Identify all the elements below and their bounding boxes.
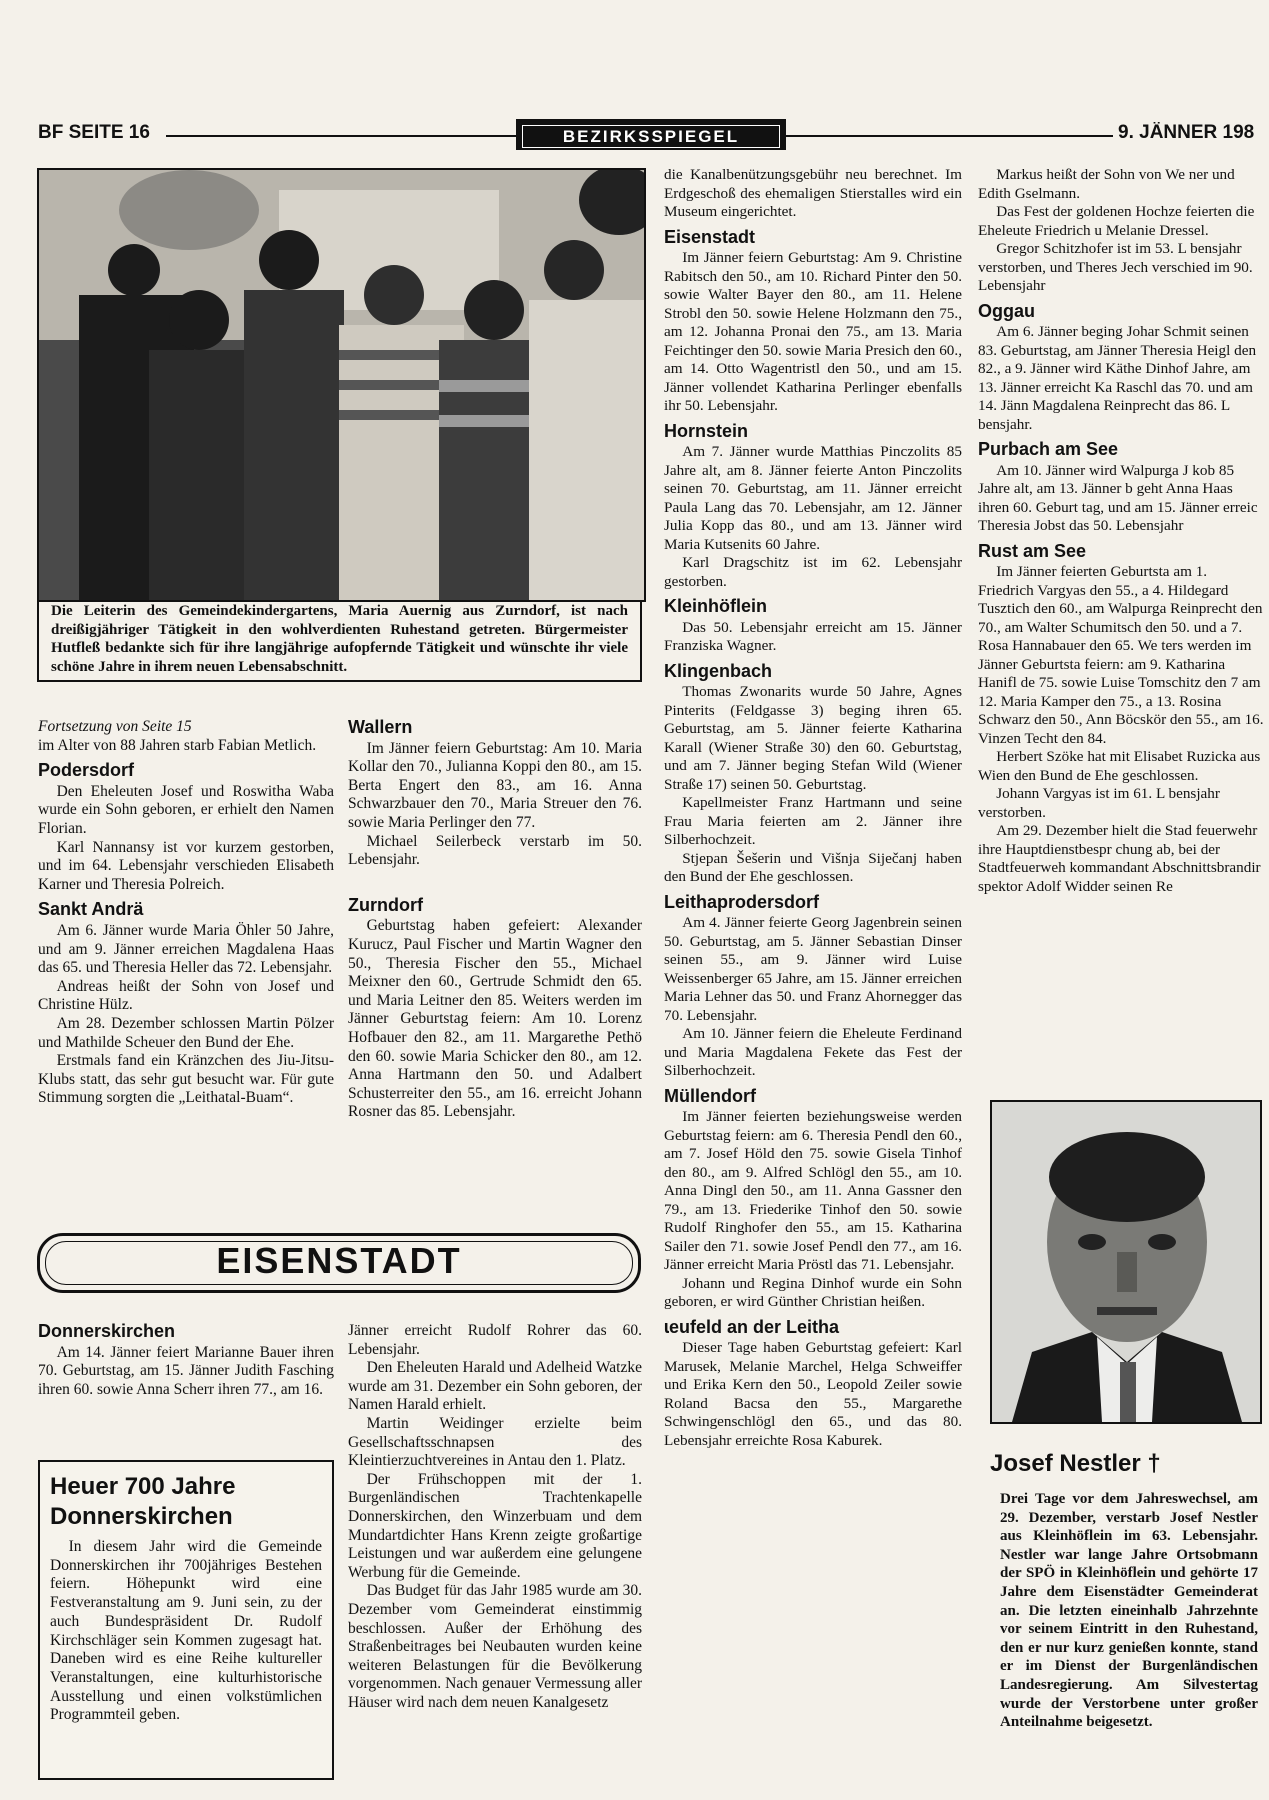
group-photo [37,168,646,602]
paragraph: Johann und Regina Dinhof wurde ein Sohn geboren, er wird Günther Christian heißen. [664,1274,962,1310]
paragraph: Das Fest der goldenen Hochze feierten die Eheleute Friedrich u Melanie Dressel. [978,203,1255,239]
paragraph: Gregor Schitzhofer ist im 53. L bensjahr verstorben, und Theres Jech verschied im 90. Lebensjahr [978,240,1253,294]
paragraph: Erstmals fand ein Kränzchen des Jiu-Jitsu-Klubs statt, das sehr gut besucht war. Für gute Stimmung sorgten die „Leithatal-Buam“. [38,1052,334,1107]
paragraph: Am 4. Jänner feierte Georg Jagenbrein seinen 50. Geburtstag, am 5. Jänner Sebastian Dinser seinen 55., am 9. Jänner wird Luise Weissenberger 65 Jahre, am 15. Jänner erreichen Maria Lehner das 50. und Franz Ahornegger das 70. Lebensjahr. [664,914,962,1024]
column-2-lower [348,1322,642,1712]
paragraph: Am 14. Jänner feiert Marianne Bauer ihren 70. Geburtstag, am 15. Jänner Judith Fasching ihren 60. sowie Anna Scherr ihren 77., am 16. [38,1343,334,1398]
paragraph: Im Jänner feierten beziehungsweise werden Geburtstag feiern: am 6. Theresia Pendl den 60., am 7. Josef Höld den 75. sowie Gisela Tinhof den 80., am 9. Alfred Schlögl den 55., am 10. Anna Dingl den 50., am 11. Anna Gassner den 79., am 13. Friederike Tinhof den 50. sowie Rudolf Ringhofer den 55., am 15. Katharina Sailer den 71. sowie Josef Pendl den 77., am 16. Jänner erreicht Maria Pröstl das 71. Lebensjahr. [664,1108,962,1273]
paragraph: Karl Nannansy ist vor kurzem gestorben, und im 64. Lebensjahr verschieden Elisabeth Karner und Theresia Polreich. [38,838,334,893]
paragraph: Im Jänner feierten Geburtsta am 1. Friedrich Vargyas den 55., a 4. Hildegard Tusztich den 60., am Walpurga Reinprecht den 70., am Walter Schumitsch den 50. und a 7. Rosa Hannabauer den 65. We ters werden im Jänner Geburtsta feiern: am 9. Katharina Hanifl de 75. sowie Luise Tomschitz den 7 am 12. Maria Kamper den 75., a 13. Rosina Schwarz den 50., Ann Böcskör den 55., am 16. Vinzen Techt den 84. [978,563,1264,747]
paragraph: Jänner erreicht Rudolf Rohrer das 60. Lebensjahr. [348,1322,642,1358]
portrait-photo [990,1100,1262,1424]
paragraph: Andreas heißt der Sohn von Josef und Christine Hülz. [38,977,334,1014]
eisenstadt-banner [37,1233,641,1293]
paragraph: die Kanalbenützungsgebühr neu berechnet. Im Erdgeschoß des ehemaligen Stierstalles wird ein Museum eingerichtet. [664,166,962,220]
paragraph: Im Jänner feiern Geburtstag: Am 9. Christine Rabitsch den 50., am 10. Richard Pinter den 50. sowie Walter Bayer den 80., am 11. Helene Strobl den 50. sowie Helene Holzmann den 75., am 12. Johanna Pronai den 75., am 13. Maria Feichtinger den 50. sowie Maria Presich den 60., am 14. Otto Wagentristl den 50., und am 15. Jänner vollendet Katharina Perlinger ebenfalls ihr 50. Lebensjahr. [664,249,962,414]
paragraph: Kapellmeister Franz Hartmann und seine Frau Maria feierten am 2. Jänner ihre Silberhochzeit. [664,794,962,848]
continuation-note: Fortsetzung von Seite 15 [38,718,192,735]
paragraph: Am 28. Dezember schlossen Martin Pölzer und Mathilde Scheuer den Bund der Ehe. [38,1014,334,1051]
column-4 [978,166,1266,896]
paragraph: Karl Dragschitz ist im 62. Lebensjahr gestorben. [664,554,962,590]
heading-rust: Rust am See [978,540,1087,561]
anniversary-title: Heuer 700 Jahre Donnerskirchen [50,1473,236,1530]
paragraph: Michael Seilerbeck verstarb im 50. Lebensjahr. [348,832,642,869]
heading-purbach: Purbach am See [978,439,1119,459]
paragraph: Markus heißt der Sohn von We ner und Edith Gselmann. [978,166,1235,202]
paragraph: Das Budget für das Jahr 1985 wurde am 30. Dezember vom Gemeinderat einstimmig beschlossen. Außer der Erhöhung des Straßenbeitrages bei Neubauten wurden keine weiteren Belastungen für die Bevölkerung vorgenommen. Nach genauer Vermessung aller Häuser wird nach dem neuen Kanalgesetz [348,1582,642,1711]
paragraph: Am 29. Dezember hielt die Stad feuerwehr ihre Hauptdienstbespr chung ab, bei der Stadtfeuerweh kommandant Abschnittsbrandir spektor Adolf Widder seinen Re [978,822,1261,895]
paragraph: Martin Weidinger erzielte beim Gesellschaftsschnapsen des Kleintierzuchtvereines in Antau den 1. Platz. [348,1414,642,1470]
group-photo-image [39,170,644,600]
heading-oggau: Oggau [978,300,1035,321]
heading-neufeld: ɩeufeld an der Leitha [664,1316,840,1337]
paragraph: Im Jänner feiern Geburtstag: Am 10. Maria Kollar den 70., Julianna Koppi den 80., am 15. Berta Engert den 83., am 16. Anna Schwarzbauer den 70., Maria Streuer den 76. sowie Maria Perlinger den 77. [348,739,642,831]
heading-leithaprodersdorf: Leithaprodersdorf [664,891,820,912]
heading-eisenstadt: Eisenstadt [664,226,756,247]
heading-kleinhoeflein: Kleinhöflein [664,596,767,616]
anniversary-box [38,1460,334,1780]
paragraph: Am 10. Jänner wird Walpurga J kob 85 Jahre alt, am 13. Jänner b geht Anna Haas ihren 60. Geburt tag, und am 15. Jänner erreic Theresia Jobst das 50. Lebensjahr [978,461,1258,534]
paragraph: Thomas Zwonarits wurde 50 Jahre, Agnes Pinterits (Feldgasse 3) beging ihren 65. Geburtstag, am 5. Jänner feierte Katharina Karall (Wiener Straße 30) den 60. Geburtstag, und am 7. Jänner beging Stefan Wild (Wiener Straße 17) seinen 50. Geburtstag. [664,683,962,793]
column-4-clip [978,166,1269,1086]
photo-caption: Die Leiterin des Gemeindekindergartens, Maria Auernig aus Zurndorf, ist nach dreißigjähriger Tätigkeit in den wohlverdienten Ruhestand getreten. Bürgermeister Hutfleß bedankte sich für ihre langjährige aufopfernde Tätigkeit und wünschte ihr viele schöne Jahre in ihrem neuen Lebensabschnitt. [37,600,642,682]
issue-date: 9. JÄNNER 198 [1118,122,1255,143]
paragraph: Am 7. Jänner wurde Matthias Pinczolits 85 Jahre alt, am 8. Jänner feierte Anton Pinczolits seinen 70. Geburtstag, am 11. Jänner erreicht Paula Lang das 70. Lebensjahr, am 12. Jänner Julia Kopp das 80., und am 13. Jänner wird Maria Kutsenits 60 Jahre. [664,443,962,553]
header-rule-right [786,135,1113,137]
header-rule-left [166,135,516,137]
section-title-box [516,119,786,150]
paragraph: Der Frühschoppen mit der 1. Burgenländischen Trachtenkapelle Donnerskirchen, den Winzerbuam und dem Mundartdichter Hans Krenn zeigte großartige Leistungen und war außerdem eine gelungene Werbung für die Gemeinde. [348,1470,642,1581]
heading-sankt-andrae: Sankt Andrä [38,899,144,920]
heading-zurndorf: Zurndorf [348,894,423,915]
heading-donnerskirchen: Donnerskirchen [38,1321,176,1341]
anniversary-text: In diesem Jahr wird die Gemeinde Donnerskirchen ihr 700jähriges Bestehen feiern. Höhepunkt wird eine Festveranstaltung am 9. Juni sein, zu der auch Bundespräsident Dr. Rudolf Kirchschläger sein Kommen zugesagt hat. Daneben wird es eine Reihe kultureller Veranstaltungen, eine kulturhistorische Ausstellung und einen volkstümlichen Programmteil geben. [50,1538,322,1724]
heading-wallern: Wallern [348,717,413,737]
obituary-text: Drei Tage vor dem Jahreswechsel, am 29. Dezember, verstarb Josef Nestler aus Kleinhöflein im 63. Lebensjahr. Nestler war lange Jahre Ortsobmann der SPÖ in Kleinhöflein und gehörte 17 Jahre dem Eisenstädter Gemeinderat an. Die letzten eineinhalb Jahrzehnte vor seinem Eintritt in den Ruhestand, den er nur kurz genießen konnte, stand er im Dienst der Burgenländischen Landesregierung. Am Silvestertag wurde der Verstorbene unter großer Anteilnahme beigesetzt. [1000,1491,1258,1731]
paragraph: Das 50. Lebensjahr erreicht am 15. Jänner Franziska Wagner. [664,618,962,654]
heading-hornstein: Hornstein [664,420,749,441]
paragraph: Stjepan Šešerin und Višnja Siječanj haben den Bund der Ehe geschlossen. [664,849,962,885]
column-3 [664,166,962,1450]
column-1 [38,718,334,1108]
intro-paragraph: im Alter von 88 Jahren starb Fabian Metlich. [38,736,317,754]
paragraph: Den Eheleuten Harald und Adelheid Watzke wurde am 31. Dezember ein Sohn geboren, der Namen Harald erhielt. [348,1359,642,1414]
heading-klingenbach: Klingenbach [664,660,773,681]
heading-podersdorf: Podersdorf [38,760,135,781]
paragraph: Am 6. Jänner beging Johar Schmit seinen 83. Geburtstag, am Jänner Theresia Heigl den 82., a 9. Jänner wird Käthe Dinhof Jahre, am 13. Jänner erreicht Ka Raschl das 70. und am 14. Jänn Magdalena Reinprecht das 86. L bensjahr. [978,323,1257,433]
portrait-image [992,1102,1260,1422]
paragraph: Am 6. Jänner wurde Maria Öhler 50 Jahre, und am 9. Jänner erreichen Magdalena Haas das 65. und Theresia Heller das 72. Lebensjahr. [38,921,334,977]
paragraph: Am 10. Jänner feiern die Eheleute Ferdinand und Maria Magdalena Fekete das Fest der Silberhochzeit. [664,1025,962,1079]
column-2 [348,718,642,1122]
obituary-title: Josef Nestler † [990,1450,1161,1477]
donnerskirchen-article [38,1322,334,1399]
banner-title: EISENSTADT [216,1240,462,1281]
section-title: BEZIRKSSPIEGEL [522,125,780,148]
heading-muellendorf: Müllendorf [664,1085,756,1106]
page-label: BF SEITE 16 [38,122,150,143]
paragraph: Johann Vargyas ist im 61. L bensjahr verstorben. [978,785,1220,821]
paragraph: Dieser Tage haben Geburtstag gefeiert: Karl Marusek, Melanie Marchel, Helga Schweiffer und Erika Kern den 50., Leopold Zeiler sowie Roland Bacsa den 55., Margarethe Schwingenschlögl den 65., und das 80. Lebensjahr erreichte Rosa Kaburek. [664,1339,962,1449]
paragraph: Den Eheleuten Josef und Roswitha Waba wurde ein Sohn geboren, er erhielt den Namen Florian. [38,782,334,837]
paragraph: Geburtstag haben gefeiert: Alexander Kurucz, Paul Fischer und Martin Wagner den 50., Theresia Fischer den 55., Michael Meixner den 60., Gertrude Schmidt den 65. und Maria Leitner den 85. Weiters werden im Jänner Geburtstag feiern: Am 10. Lorenz Hofbauer den 82., am 11. Margarethe Pethö den 60. sowie Maria Schicker den 80., am 12. Anna Hartmann den 50. und Adalbert Schusterreiter den 55., am 16. erreicht Johann Rosner das 85. Lebensjahr. [348,917,642,1121]
paragraph: Herbert Szöke hat mit Elisabet Ruzicka aus Wien den Bund de Ehe geschlossen. [978,748,1261,784]
